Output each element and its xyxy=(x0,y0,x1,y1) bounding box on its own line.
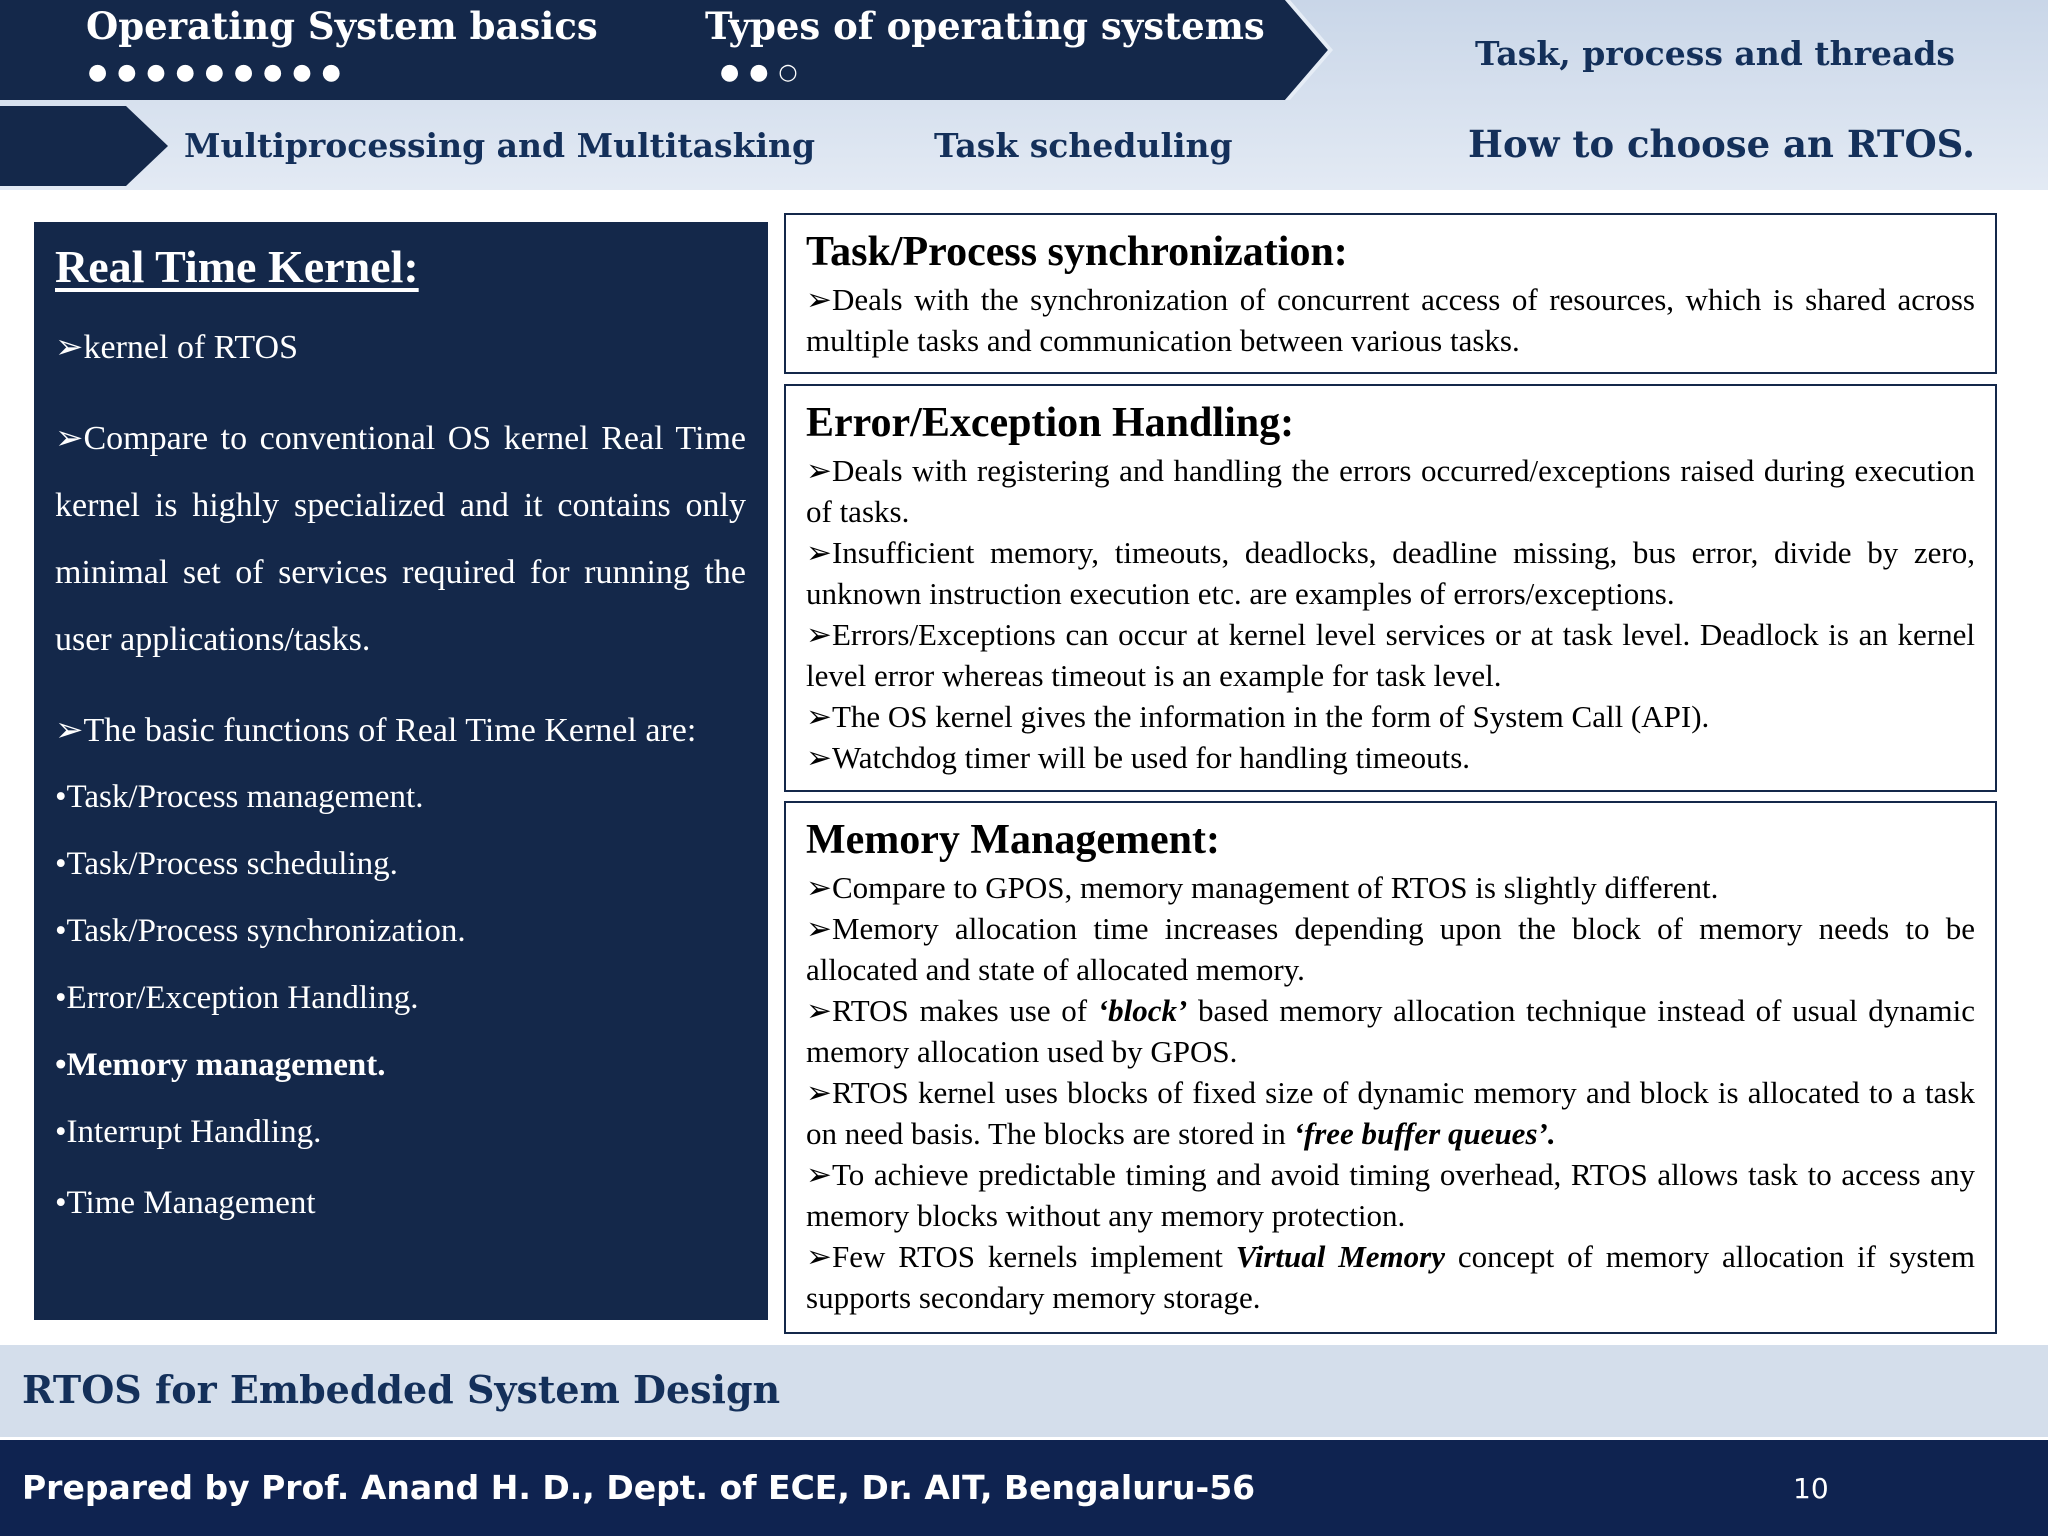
memory-text xyxy=(806,1072,1975,1154)
memory-text: ➢To achieve predictable timing and avoid timing overhead, RTOS allows task to access any memory blocks without any memory protection. xyxy=(806,1157,1975,1233)
function-item: •Task/Process management. xyxy=(55,779,424,815)
error-text: ➢Errors/Exceptions can occur at kernel level services or at task level. Deadlock is an kernel level error whereas timeout is an example for task level. xyxy=(806,617,1975,693)
function-item: •Task/Process scheduling. xyxy=(55,846,398,882)
function-item: •Interrupt Handling. xyxy=(55,1114,322,1150)
sync-box xyxy=(784,213,1997,374)
memory-text-part: ➢Few RTOS kernels implement xyxy=(806,1239,1236,1274)
kernel-point-3: ➢The basic functions of Real Time Kernel are: xyxy=(55,712,697,749)
tab-os-basics[interactable]: Operating System basics xyxy=(86,4,598,48)
progress-dots-os-basics: ●●●●●●●●● xyxy=(88,60,351,85)
page-number: 10 xyxy=(1793,1472,1829,1505)
memory-text-part: ➢RTOS makes use of xyxy=(806,993,1098,1028)
panel-title: Real Time Kernel: xyxy=(55,241,419,292)
memory-text-emphasis: Virtual Memory xyxy=(1235,1239,1445,1274)
memory-text: ➢Memory allocation time increases depending upon the block of memory needs to be allocated and state of allocated memory. xyxy=(806,911,1975,987)
tab-task-process-threads[interactable]: Task, process and threads xyxy=(1475,34,1955,73)
memory-text xyxy=(806,1236,1975,1318)
prepared-by: Prepared by Prof. Anand H. D., Dept. of ECE, Dr. AIT, Bengaluru-56 xyxy=(22,1468,1256,1507)
error-text: ➢Insufficient memory, timeouts, deadlocks, deadline missing, bus error, divide by zero, unknown instruction execution etc. are examples of errors/exceptions. xyxy=(806,535,1975,611)
tab-choose-rtos[interactable]: How to choose an RTOS. xyxy=(1468,122,1975,166)
error-text: ➢Deals with registering and handling the errors occurred/exceptions raised during execution of tasks. xyxy=(806,453,1975,529)
sync-text: ➢Deals with the synchronization of concurrent access of resources, which is shared across multiple tasks and communication between various tasks. xyxy=(806,282,1975,358)
course-title: RTOS for Embedded System Design xyxy=(22,1367,781,1412)
memory-title: Memory Management: xyxy=(806,817,1221,863)
function-item: •Error/Exception Handling. xyxy=(55,980,419,1016)
error-box xyxy=(784,384,1997,792)
progress-dots-os-types: ●●○ xyxy=(720,60,808,85)
memory-text-emphasis: ‘free buffer queues’. xyxy=(1293,1116,1556,1151)
memory-text-part: based memory allocation technique instead of usual dynamic memory allocation used by GPOS. xyxy=(806,993,1975,1069)
real-time-kernel-panel xyxy=(34,222,768,1320)
memory-box xyxy=(784,801,1997,1334)
memory-text-emphasis: ‘block’ xyxy=(1097,993,1188,1028)
function-item-highlighted: •Memory management. xyxy=(55,1047,386,1083)
error-text: ➢Watchdog timer will be used for handling timeouts. xyxy=(806,740,1471,775)
memory-text: ➢Compare to GPOS, memory management of RTOS is slightly different. xyxy=(806,870,1719,905)
error-text: ➢The OS kernel gives the information in the form of System Call (API). xyxy=(806,699,1710,734)
tab-task-scheduling[interactable]: Task scheduling xyxy=(934,126,1233,165)
second-nav-arrow xyxy=(0,106,168,186)
sync-title: Task/Process synchronization: xyxy=(806,229,1348,275)
kernel-point-2: ➢Compare to conventional OS kernel Real Time kernel is highly specialized and it contains only minimal set of services required for running the user applications/tasks. xyxy=(55,420,746,658)
kernel-point-1: ➢kernel of RTOS xyxy=(55,329,299,366)
tab-os-types[interactable]: Types of operating systems xyxy=(705,4,1265,48)
function-item: •Task/Process synchronization. xyxy=(55,913,466,949)
footer-bar xyxy=(0,1440,2048,1536)
error-title: Error/Exception Handling: xyxy=(806,400,1295,446)
course-title-bar xyxy=(0,1345,2048,1437)
tab-multiprocessing[interactable]: Multiprocessing and Multitasking xyxy=(184,126,816,165)
memory-text-part: concept of memory allocation if system supports secondary memory storage. xyxy=(806,1239,1975,1315)
function-item: •Time Management xyxy=(55,1185,316,1221)
memory-text xyxy=(806,990,1975,1072)
memory-text-part: ➢RTOS kernel uses blocks of fixed size of dynamic memory and block is allocated to a task on need basis. The blocks are stored in xyxy=(806,1075,1975,1151)
